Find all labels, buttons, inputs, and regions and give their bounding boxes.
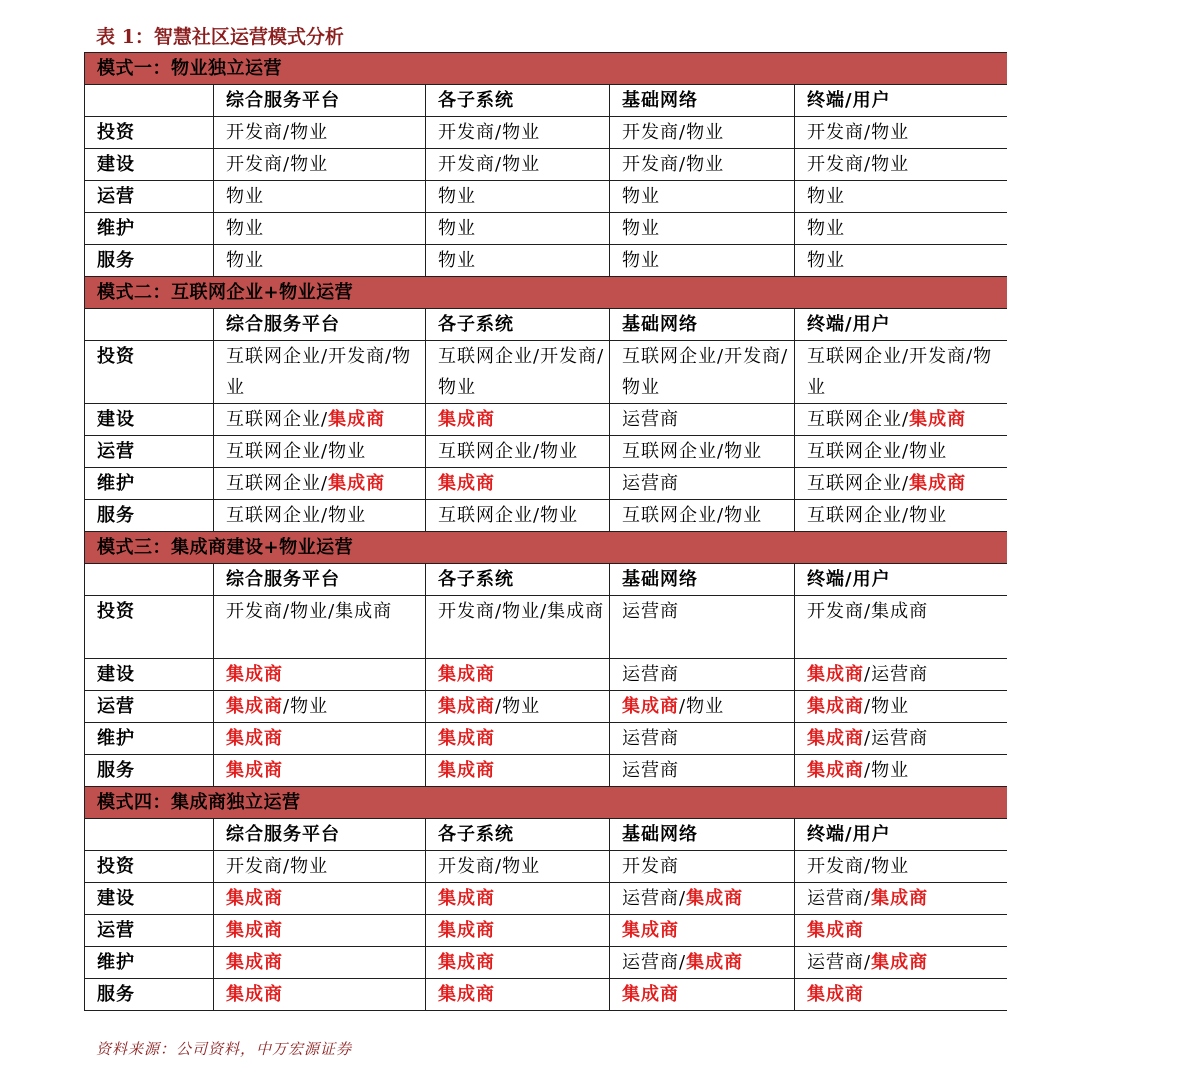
row-label: 服务	[85, 979, 214, 1011]
column-header-row	[85, 819, 1007, 851]
cell-text: 开发商/物业	[226, 154, 329, 175]
column-header: 各子系统	[426, 85, 610, 117]
table-cell	[426, 245, 610, 277]
row-label: 投资	[85, 596, 214, 659]
table-cell	[610, 596, 795, 659]
highlight-text: 集成商	[438, 696, 495, 717]
highlight-text: 集成商	[226, 984, 283, 1005]
table-cell	[214, 436, 426, 468]
table-cell	[426, 181, 610, 213]
table-cell	[426, 596, 610, 659]
cell-text: 互联网企业/物业	[438, 441, 579, 462]
table-cell	[426, 341, 610, 404]
section-header: 模式一：物业独立运营	[85, 53, 1007, 85]
cell-text: 互联网企业/物业	[622, 441, 763, 462]
table-cell	[795, 723, 1007, 755]
table-cell	[214, 659, 426, 691]
row-label: 维护	[85, 468, 214, 500]
table-cell	[214, 245, 426, 277]
cell-text: 开发商	[622, 856, 679, 877]
corner-cell	[85, 819, 214, 851]
table-cell	[795, 404, 1007, 436]
cell-text: /运营商	[864, 664, 929, 685]
cell-text: 物业	[226, 250, 264, 271]
cell-text: 开发商/集成商	[807, 601, 929, 622]
cell-text: 开发商/物业	[438, 856, 541, 877]
table-cell	[426, 213, 610, 245]
table-cell	[214, 947, 426, 979]
highlight-text: 集成商	[328, 473, 386, 494]
cell-text: 互联网企业/开发商/物业	[226, 346, 412, 398]
section-header-row	[85, 277, 1007, 309]
highlight-text: 集成商	[871, 952, 929, 973]
cell-text: 互联网企业/物业	[438, 505, 579, 526]
section-header-row	[85, 787, 1007, 819]
table-cell	[214, 500, 426, 532]
column-header: 各子系统	[426, 819, 610, 851]
section-header: 模式二：互联网企业+物业运营	[85, 277, 1007, 309]
row-label: 运营	[85, 181, 214, 213]
table-cell	[214, 117, 426, 149]
table-row	[85, 181, 1007, 213]
table-cell	[610, 915, 795, 947]
section-header-row	[85, 532, 1007, 564]
highlight-text: 集成商	[807, 664, 864, 685]
cell-text: /物业	[679, 696, 725, 717]
highlight-text: 集成商	[871, 888, 929, 909]
table-cell	[214, 691, 426, 723]
table-row	[85, 883, 1007, 915]
highlight-text: 集成商	[438, 984, 495, 1005]
highlight-text: 集成商	[438, 473, 495, 494]
cell-text: /运营商	[864, 728, 929, 749]
table-cell	[610, 947, 795, 979]
cell-text: 运营商/	[622, 952, 687, 973]
table-cell	[795, 341, 1007, 404]
highlight-text: 集成商	[226, 888, 283, 909]
cell-text: 物业	[622, 186, 660, 207]
corner-cell	[85, 564, 214, 596]
table-cell	[795, 468, 1007, 500]
cell-text: 开发商/物业	[807, 122, 910, 143]
table-cell	[426, 851, 610, 883]
cell-text: 运营商	[622, 473, 679, 494]
highlight-text: 集成商	[622, 696, 679, 717]
column-header: 基础网络	[610, 819, 795, 851]
table-cell	[214, 723, 426, 755]
cell-text: 物业	[438, 186, 476, 207]
cell-text: 物业	[438, 218, 476, 239]
highlight-text: 集成商	[438, 664, 495, 685]
highlight-text: 集成商	[807, 920, 864, 941]
table-cell	[795, 436, 1007, 468]
cell-text: 物业	[438, 250, 476, 271]
highlight-text: 集成商	[438, 888, 495, 909]
table-row	[85, 468, 1007, 500]
table-cell	[610, 117, 795, 149]
source-note: 资料来源：公司资料，中万宏源证券	[96, 1040, 353, 1058]
cell-text: 物业	[807, 250, 845, 271]
cell-text: 物业	[622, 250, 660, 271]
column-header: 各子系统	[426, 309, 610, 341]
table-cell	[610, 245, 795, 277]
highlight-text: 集成商	[909, 409, 967, 430]
table-cell	[214, 851, 426, 883]
table-cell	[426, 979, 610, 1011]
cell-text: /物业	[283, 696, 329, 717]
table-cell	[795, 659, 1007, 691]
cell-text: 互联网企业/	[226, 473, 329, 494]
table-cell	[214, 468, 426, 500]
table-row	[85, 117, 1007, 149]
highlight-text: 集成商	[438, 952, 495, 973]
highlight-text: 集成商	[438, 920, 495, 941]
table-cell	[610, 181, 795, 213]
column-header-row	[85, 309, 1007, 341]
table-cell	[426, 883, 610, 915]
row-label: 建设	[85, 659, 214, 691]
table-cell	[795, 691, 1007, 723]
highlight-text: 集成商	[438, 409, 495, 430]
highlight-text: 集成商	[807, 728, 864, 749]
table-cell	[795, 500, 1007, 532]
cell-text: 互联网企业/物业	[622, 505, 763, 526]
cell-text: 运营商/	[807, 888, 872, 909]
table-cell	[426, 755, 610, 787]
table-row	[85, 659, 1007, 691]
section-header: 模式三：集成商建设+物业运营	[85, 532, 1007, 564]
cell-text: 互联网企业/物业	[226, 441, 367, 462]
corner-cell	[85, 85, 214, 117]
row-label: 投资	[85, 851, 214, 883]
column-header: 终端/用户	[795, 309, 1007, 341]
highlight-text: 集成商	[807, 760, 864, 781]
column-header-row	[85, 85, 1007, 117]
row-label: 建设	[85, 404, 214, 436]
row-label: 建设	[85, 149, 214, 181]
table-cell	[426, 404, 610, 436]
cell-text: 互联网企业/	[807, 473, 910, 494]
highlight-text: 集成商	[909, 473, 967, 494]
table-cell	[214, 596, 426, 659]
table-cell	[795, 915, 1007, 947]
table-row	[85, 915, 1007, 947]
table-cell	[795, 117, 1007, 149]
column-header: 基础网络	[610, 309, 795, 341]
highlight-text: 集成商	[226, 664, 283, 685]
table-cell	[795, 851, 1007, 883]
table-row	[85, 979, 1007, 1011]
table-cell	[426, 691, 610, 723]
table-cell	[214, 341, 426, 404]
table-cell	[214, 213, 426, 245]
column-header-row	[85, 564, 1007, 596]
table-cell	[610, 979, 795, 1011]
table-row	[85, 851, 1007, 883]
column-header: 综合服务平台	[214, 819, 426, 851]
highlight-text: 集成商	[622, 984, 679, 1005]
cell-text: 开发商/物业	[622, 154, 725, 175]
table-cell	[795, 947, 1007, 979]
cell-text: 互联网企业/物业	[807, 505, 948, 526]
cell-text: 物业	[807, 186, 845, 207]
row-label: 投资	[85, 341, 214, 404]
highlight-text: 集成商	[807, 984, 864, 1005]
table-row	[85, 149, 1007, 181]
cell-text: 开发商/物业	[622, 122, 725, 143]
cell-text: 开发商/物业	[438, 154, 541, 175]
table-cell	[214, 883, 426, 915]
cell-text: 开发商/物业	[807, 154, 910, 175]
table-cell	[214, 404, 426, 436]
highlight-text: 集成商	[226, 952, 283, 973]
column-header: 终端/用户	[795, 85, 1007, 117]
column-header: 综合服务平台	[214, 564, 426, 596]
row-label: 服务	[85, 755, 214, 787]
row-label: 运营	[85, 436, 214, 468]
column-header: 基础网络	[610, 85, 795, 117]
cell-text: 开发商/物业	[226, 122, 329, 143]
highlight-text: 集成商	[622, 920, 679, 941]
cell-text: /物业	[864, 696, 910, 717]
table-cell	[795, 979, 1007, 1011]
cell-text: 互联网企业/开发商/物业	[807, 346, 993, 398]
table-cell	[610, 468, 795, 500]
table-cell	[610, 500, 795, 532]
section-header: 模式四：集成商独立运营	[85, 787, 1007, 819]
highlight-text: 集成商	[226, 920, 283, 941]
table-cell	[426, 149, 610, 181]
table-cell	[214, 915, 426, 947]
table-cell	[426, 117, 610, 149]
cell-text: 互联网企业/物业	[226, 505, 367, 526]
row-label: 运营	[85, 915, 214, 947]
table-row	[85, 691, 1007, 723]
table-cell	[610, 404, 795, 436]
highlight-text: 集成商	[438, 760, 495, 781]
table-cell	[426, 915, 610, 947]
column-header: 综合服务平台	[214, 85, 426, 117]
table-cell	[795, 883, 1007, 915]
table-cell	[610, 436, 795, 468]
table-cell	[795, 245, 1007, 277]
column-header: 各子系统	[426, 564, 610, 596]
table-row	[85, 500, 1007, 532]
table-cell	[426, 436, 610, 468]
table-cell	[426, 723, 610, 755]
row-label: 服务	[85, 245, 214, 277]
table-row	[85, 596, 1007, 659]
table-cell	[610, 851, 795, 883]
cell-text: 运营商/	[622, 888, 687, 909]
table-cell	[610, 691, 795, 723]
row-label: 服务	[85, 500, 214, 532]
column-header: 终端/用户	[795, 819, 1007, 851]
table-cell	[610, 149, 795, 181]
table-cell	[610, 883, 795, 915]
table-cell	[795, 149, 1007, 181]
cell-text: 开发商/物业	[226, 856, 329, 877]
cell-text: 互联网企业/物业	[807, 441, 948, 462]
table-row	[85, 213, 1007, 245]
table-cell	[426, 659, 610, 691]
cell-text: 开发商/物业	[438, 122, 541, 143]
table-cell	[610, 723, 795, 755]
cell-text: 运营商	[622, 760, 679, 781]
cell-text: /物业	[495, 696, 541, 717]
table-row	[85, 755, 1007, 787]
table-cell	[426, 947, 610, 979]
cell-text: /物业	[864, 760, 910, 781]
table-cell	[610, 341, 795, 404]
cell-text: 开发商/物业/集成商	[226, 601, 393, 622]
table-cell	[795, 755, 1007, 787]
table-cell	[426, 468, 610, 500]
section-header-row	[85, 53, 1007, 85]
table-cell	[610, 213, 795, 245]
table-cell	[795, 596, 1007, 659]
table-row	[85, 436, 1007, 468]
highlight-text: 集成商	[438, 728, 495, 749]
cell-text: 互联网企业/	[226, 409, 329, 430]
cell-text: 互联网企业/	[807, 409, 910, 430]
table-cell	[795, 181, 1007, 213]
highlight-text: 集成商	[328, 409, 386, 430]
row-label: 维护	[85, 723, 214, 755]
table-row	[85, 947, 1007, 979]
row-label: 维护	[85, 213, 214, 245]
cell-text: 运营商	[622, 601, 679, 622]
table-cell	[426, 500, 610, 532]
table-cell	[610, 755, 795, 787]
row-label: 运营	[85, 691, 214, 723]
cell-text: 互联网企业/开发商/物业	[622, 346, 789, 398]
table-row	[85, 341, 1007, 404]
highlight-text: 集成商	[226, 696, 283, 717]
row-label: 维护	[85, 947, 214, 979]
highlight-text: 集成商	[807, 696, 864, 717]
corner-cell	[85, 309, 214, 341]
cell-text: 物业	[807, 218, 845, 239]
table-title: 表 1：智慧社区运营模式分析	[96, 26, 344, 48]
cell-text: 物业	[622, 218, 660, 239]
table-row	[85, 245, 1007, 277]
row-label: 建设	[85, 883, 214, 915]
column-header: 终端/用户	[795, 564, 1007, 596]
highlight-text: 集成商	[686, 952, 744, 973]
table-cell	[214, 149, 426, 181]
cell-text: 开发商/物业/集成商	[438, 601, 605, 622]
highlight-text: 集成商	[226, 728, 283, 749]
cell-text: 物业	[226, 186, 264, 207]
cell-text: 运营商/	[807, 952, 872, 973]
table-cell	[214, 979, 426, 1011]
cell-text: 运营商	[622, 728, 679, 749]
cell-text: 互联网企业/开发商/物业	[438, 346, 605, 398]
cell-text: 运营商	[622, 409, 679, 430]
column-header: 综合服务平台	[214, 309, 426, 341]
table-cell	[795, 213, 1007, 245]
column-header: 基础网络	[610, 564, 795, 596]
row-label: 投资	[85, 117, 214, 149]
operation-mode-table	[84, 52, 1007, 1011]
cell-text: 运营商	[622, 664, 679, 685]
cell-text: 开发商/物业	[807, 856, 910, 877]
table-cell	[214, 755, 426, 787]
table-cell	[610, 659, 795, 691]
table-row	[85, 723, 1007, 755]
table-cell	[214, 181, 426, 213]
cell-text: 物业	[226, 218, 264, 239]
table-row	[85, 404, 1007, 436]
highlight-text: 集成商	[686, 888, 744, 909]
highlight-text: 集成商	[226, 760, 283, 781]
